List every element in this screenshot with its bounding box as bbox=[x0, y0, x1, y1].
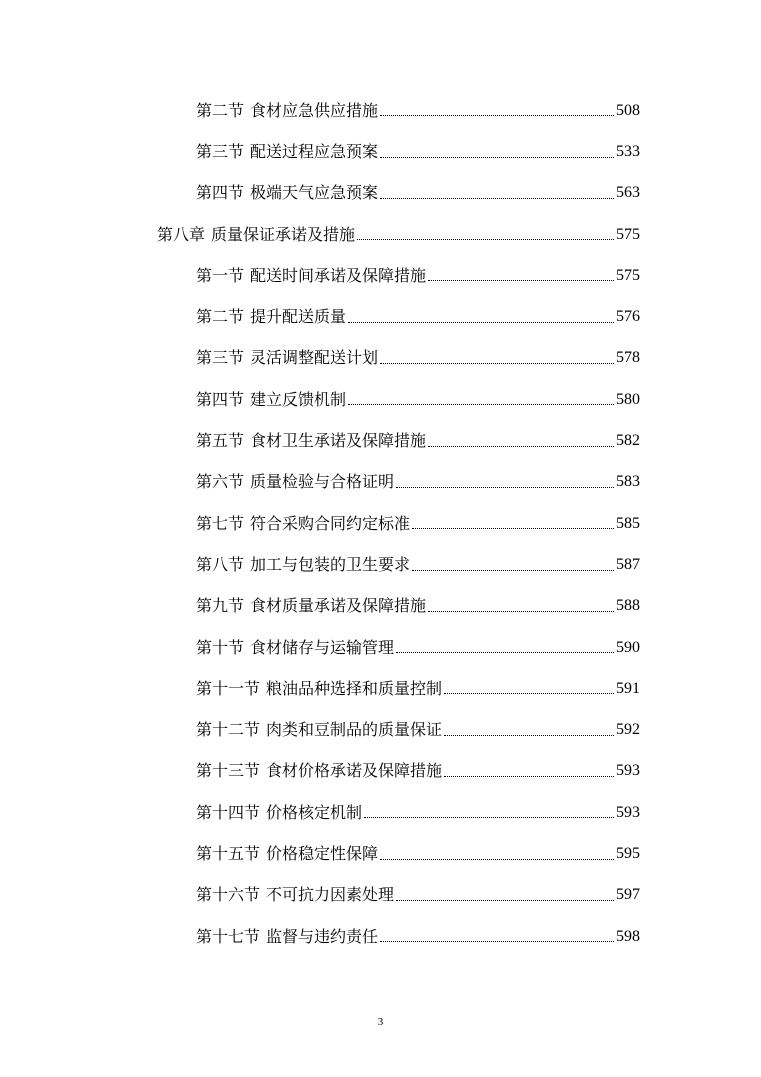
toc-entry-page: 595 bbox=[616, 844, 640, 862]
toc-entry-number: 第五节 bbox=[196, 431, 245, 451]
toc-entry[interactable] bbox=[196, 90, 640, 131]
toc-entry-page: 588 bbox=[616, 597, 640, 615]
toc-entry[interactable] bbox=[196, 544, 640, 585]
toc-entry[interactable] bbox=[196, 875, 640, 916]
toc-entry[interactable] bbox=[196, 709, 640, 750]
toc-entry-page: 583 bbox=[616, 473, 640, 491]
toc-entry-number: 第二节 bbox=[196, 100, 245, 120]
toc-entry-number: 第十二节 bbox=[196, 720, 261, 740]
toc-entry-page: 593 bbox=[616, 803, 640, 821]
toc-entry-title: 配送过程应急预案 bbox=[250, 141, 379, 161]
toc-entry-page: 590 bbox=[616, 638, 640, 656]
toc-entry-number: 第十四节 bbox=[196, 802, 261, 822]
dot-leader bbox=[380, 858, 614, 860]
toc-entry-title: 食材价格承诺及保障措施 bbox=[266, 761, 443, 781]
toc-entry-number: 第二节 bbox=[196, 307, 245, 327]
toc-entry-title: 食材质量承诺及保障措施 bbox=[250, 596, 427, 616]
toc-entry-page: 597 bbox=[616, 886, 640, 904]
toc-entry-page: 582 bbox=[616, 432, 640, 450]
toc-entry-title: 灵活调整配送计划 bbox=[250, 348, 379, 368]
toc-entry[interactable] bbox=[196, 751, 640, 792]
dot-leader bbox=[396, 651, 614, 653]
toc-entry-page: 592 bbox=[616, 721, 640, 739]
toc-entry-number: 第十五节 bbox=[196, 843, 261, 863]
toc-entry-title: 粮油品种选择和质量控制 bbox=[266, 678, 443, 698]
toc-entry-page: 508 bbox=[616, 101, 640, 119]
dot-leader bbox=[380, 940, 614, 942]
toc-entry-number: 第三节 bbox=[196, 141, 245, 161]
dot-leader bbox=[396, 899, 614, 901]
dot-leader bbox=[380, 156, 614, 158]
toc-entry[interactable] bbox=[196, 338, 640, 379]
toc-entry-number: 第八节 bbox=[196, 554, 245, 574]
toc-entry-page: 575 bbox=[616, 225, 640, 243]
toc-entry-page: 593 bbox=[616, 762, 640, 780]
toc-entry[interactable] bbox=[196, 586, 640, 627]
dot-leader bbox=[444, 734, 614, 736]
toc-entry-title: 不可抗力因素处理 bbox=[266, 885, 395, 905]
toc-entry-title: 配送时间承诺及保障措施 bbox=[250, 265, 427, 285]
toc-entry-title: 极端天气应急预案 bbox=[250, 183, 379, 203]
toc-entry-title: 肉类和豆制品的质量保证 bbox=[266, 720, 443, 740]
dot-leader bbox=[380, 362, 614, 364]
toc-entry-title: 食材储存与运输管理 bbox=[250, 637, 395, 657]
dot-leader bbox=[428, 610, 614, 612]
toc-entry[interactable] bbox=[196, 627, 640, 668]
toc-entry-number: 第一节 bbox=[196, 265, 245, 285]
toc-entry-page: 575 bbox=[616, 266, 640, 284]
toc-entry[interactable] bbox=[196, 462, 640, 503]
toc-entry-title: 加工与包装的卫生要求 bbox=[250, 554, 411, 574]
dot-leader bbox=[428, 445, 614, 447]
table-of-contents bbox=[0, 90, 761, 957]
toc-entry-title: 价格稳定性保障 bbox=[266, 843, 379, 863]
toc-entry-page: 598 bbox=[616, 927, 640, 945]
toc-entry-page: 578 bbox=[616, 349, 640, 367]
toc-entry[interactable] bbox=[196, 379, 640, 420]
toc-entry-title: 建立反馈机制 bbox=[250, 389, 347, 409]
toc-entry-title: 价格核定机制 bbox=[266, 802, 363, 822]
dot-leader bbox=[348, 403, 614, 405]
toc-entry-page: 591 bbox=[616, 679, 640, 697]
toc-entry-number: 第四节 bbox=[196, 183, 245, 203]
toc-entry[interactable] bbox=[196, 503, 640, 544]
page-number: 3 bbox=[377, 1016, 384, 1028]
toc-entry-number: 第八章 bbox=[157, 224, 206, 244]
toc-chapter-entry[interactable] bbox=[157, 214, 640, 255]
toc-entry-number: 第三节 bbox=[196, 348, 245, 368]
dot-leader bbox=[396, 486, 614, 488]
toc-entry[interactable] bbox=[196, 173, 640, 214]
toc-entry[interactable] bbox=[196, 131, 640, 172]
toc-entry-title: 符合采购合同约定标准 bbox=[250, 513, 411, 533]
dot-leader bbox=[412, 569, 614, 571]
toc-entry[interactable] bbox=[196, 668, 640, 709]
toc-entry-number: 第七节 bbox=[196, 513, 245, 533]
toc-entry-number: 第十节 bbox=[196, 637, 245, 657]
toc-entry-number: 第十七节 bbox=[196, 926, 261, 946]
dot-leader bbox=[444, 692, 614, 694]
toc-entry-title: 食材卫生承诺及保障措施 bbox=[250, 431, 427, 451]
toc-entry[interactable] bbox=[196, 792, 640, 833]
toc-entry-title: 提升配送质量 bbox=[250, 307, 347, 327]
toc-entry[interactable] bbox=[196, 916, 640, 957]
dot-leader bbox=[357, 238, 614, 240]
toc-entry-title: 食材应急供应措施 bbox=[250, 100, 379, 120]
toc-entry[interactable] bbox=[196, 296, 640, 337]
toc-entry-number: 第九节 bbox=[196, 596, 245, 616]
toc-entry[interactable] bbox=[196, 833, 640, 874]
dot-leader bbox=[428, 279, 614, 281]
dot-leader bbox=[348, 321, 614, 323]
dot-leader bbox=[380, 197, 614, 199]
toc-entry-number: 第四节 bbox=[196, 389, 245, 409]
toc-entry-title: 质量检验与合格证明 bbox=[250, 472, 395, 492]
dot-leader bbox=[412, 527, 614, 529]
toc-entry-title: 监督与违约责任 bbox=[266, 926, 379, 946]
toc-entry-page: 533 bbox=[616, 142, 640, 160]
toc-entry-number: 第十三节 bbox=[196, 761, 261, 781]
toc-entry-number: 第十六节 bbox=[196, 885, 261, 905]
toc-entry-title: 质量保证承诺及措施 bbox=[211, 224, 356, 244]
toc-entry-page: 585 bbox=[616, 514, 640, 532]
toc-entry[interactable] bbox=[196, 420, 640, 461]
toc-entry-page: 563 bbox=[616, 184, 640, 202]
toc-entry-page: 587 bbox=[616, 555, 640, 573]
toc-entry-number: 第六节 bbox=[196, 472, 245, 492]
dot-leader bbox=[364, 816, 614, 818]
toc-entry[interactable] bbox=[196, 255, 640, 296]
dot-leader bbox=[380, 114, 614, 116]
dot-leader bbox=[444, 775, 614, 777]
toc-entry-page: 576 bbox=[616, 308, 640, 326]
toc-entry-number: 第十一节 bbox=[196, 678, 261, 698]
toc-entry-page: 580 bbox=[616, 390, 640, 408]
